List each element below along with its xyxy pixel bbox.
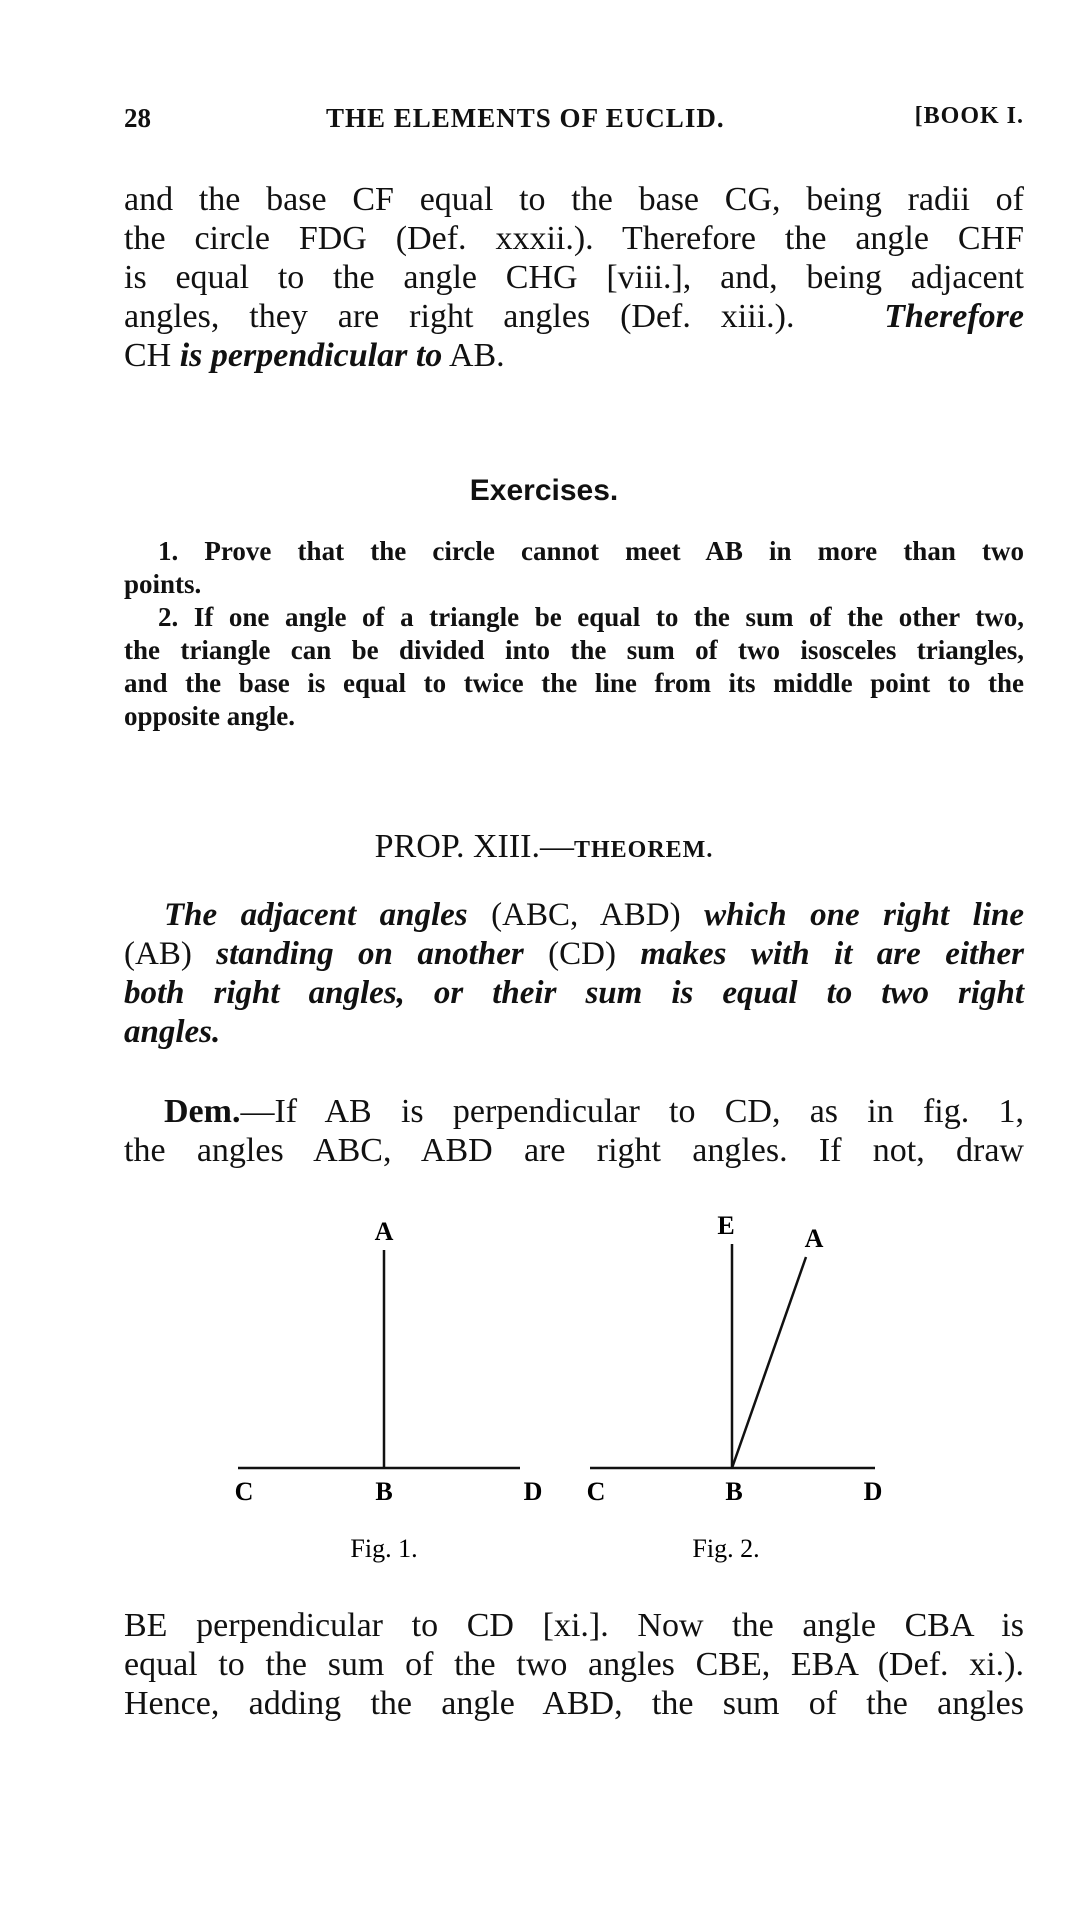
enunciation: [124, 896, 1024, 1052]
text-line: the angles ABC, ABD are right angles. If not, draw: [124, 1132, 1024, 1169]
proposition-number: PROP. XIII.—: [374, 828, 574, 865]
running-head: [124, 103, 1024, 143]
enunciation-part: (CD): [548, 936, 616, 972]
exercise-line: 1. Prove that the circle cannot meet AB in more than two: [158, 536, 1024, 566]
perpendicular-emphasis: is perpendicular to: [179, 337, 443, 374]
text-line: [124, 297, 1024, 336]
enunciation-line: both right angles, or their sum is equal to two right: [124, 975, 1024, 1011]
line-ba: [732, 1257, 806, 1468]
dem-label: Dem.: [164, 1093, 241, 1130]
figure-caption: Fig. 1.: [350, 1534, 418, 1563]
label-c: C: [234, 1477, 254, 1506]
label-b: B: [725, 1477, 743, 1506]
label-b: B: [375, 1477, 393, 1506]
exercise-line: points.: [124, 569, 202, 599]
enunciation-part: makes with it are either: [640, 936, 1025, 972]
enunciation-part: The adjacent angles: [164, 897, 468, 933]
book-label: [BOOK I.: [914, 103, 1024, 129]
figure-2: [587, 1211, 883, 1563]
exercise-line: 2. If one angle of a triangle be equal to the sum of the other two,: [158, 602, 1024, 632]
enunciation-part: which one right line: [704, 897, 1024, 933]
text-line: [124, 336, 1024, 375]
exercises-heading: Exercises.: [469, 474, 619, 507]
exercises-list: [124, 535, 1024, 733]
label-d: D: [523, 1477, 543, 1506]
enunciation-line: [124, 935, 1024, 974]
label-c: C: [586, 1477, 606, 1506]
label-a: A: [804, 1224, 824, 1253]
proposition-kind: THEOREM.: [573, 837, 714, 863]
enunciation-line: [124, 896, 1024, 935]
enunciation-line: angles.: [124, 1014, 221, 1050]
text-line: the circle FDG (Def. xxxii.). Therefore the angle CHF: [124, 220, 1024, 257]
text-line-part: angles, they are right angles (Def. xiii.).: [124, 298, 795, 335]
label-e: E: [717, 1211, 735, 1240]
closing-paragraph: [124, 1606, 1024, 1723]
enunciation-part: (AB): [124, 936, 192, 972]
text-line: [124, 1092, 1024, 1131]
page-number: 28: [124, 103, 151, 133]
label-d: D: [863, 1477, 883, 1506]
label-a: A: [374, 1217, 394, 1246]
enunciation-part: standing on another: [216, 936, 524, 972]
figure-caption: Fig. 2.: [692, 1534, 760, 1563]
text-line: Hence, adding the angle ABD, the sum of the angles: [124, 1685, 1024, 1722]
enunciation-part: (ABC, ABD): [491, 897, 681, 933]
exercise-line: the triangle can be divided into the sum of two isosceles triangles,: [124, 635, 1024, 665]
text-line-part: AB.: [448, 337, 505, 374]
text-line-part: CH: [124, 337, 172, 374]
proposition-title: [0, 828, 1088, 866]
text-line: is equal to the angle CHG [viii.], and, being adjacent: [124, 259, 1024, 296]
opening-paragraph: [124, 180, 1024, 375]
text-line: BE perpendicular to CD [xi.]. Now the angle CBA is: [124, 1607, 1024, 1644]
text-line: and the base CF equal to the base CG, being radii of: [124, 181, 1024, 218]
text-line-part: —If AB is perpendicular to CD, as in fig. 1,: [240, 1093, 1024, 1130]
demonstration: [124, 1092, 1024, 1170]
text-line: equal to the sum of the two angles CBE, EBA (Def. xi.).: [124, 1646, 1024, 1683]
exercise-line: opposite angle.: [124, 701, 296, 731]
page-title: THE ELEMENTS OF EUCLID.: [326, 103, 725, 133]
exercise-line: and the base is equal to twice the line from its middle point to the: [124, 668, 1024, 698]
therefore-emphasis: Therefore: [884, 298, 1024, 335]
figure-1: [235, 1217, 543, 1563]
